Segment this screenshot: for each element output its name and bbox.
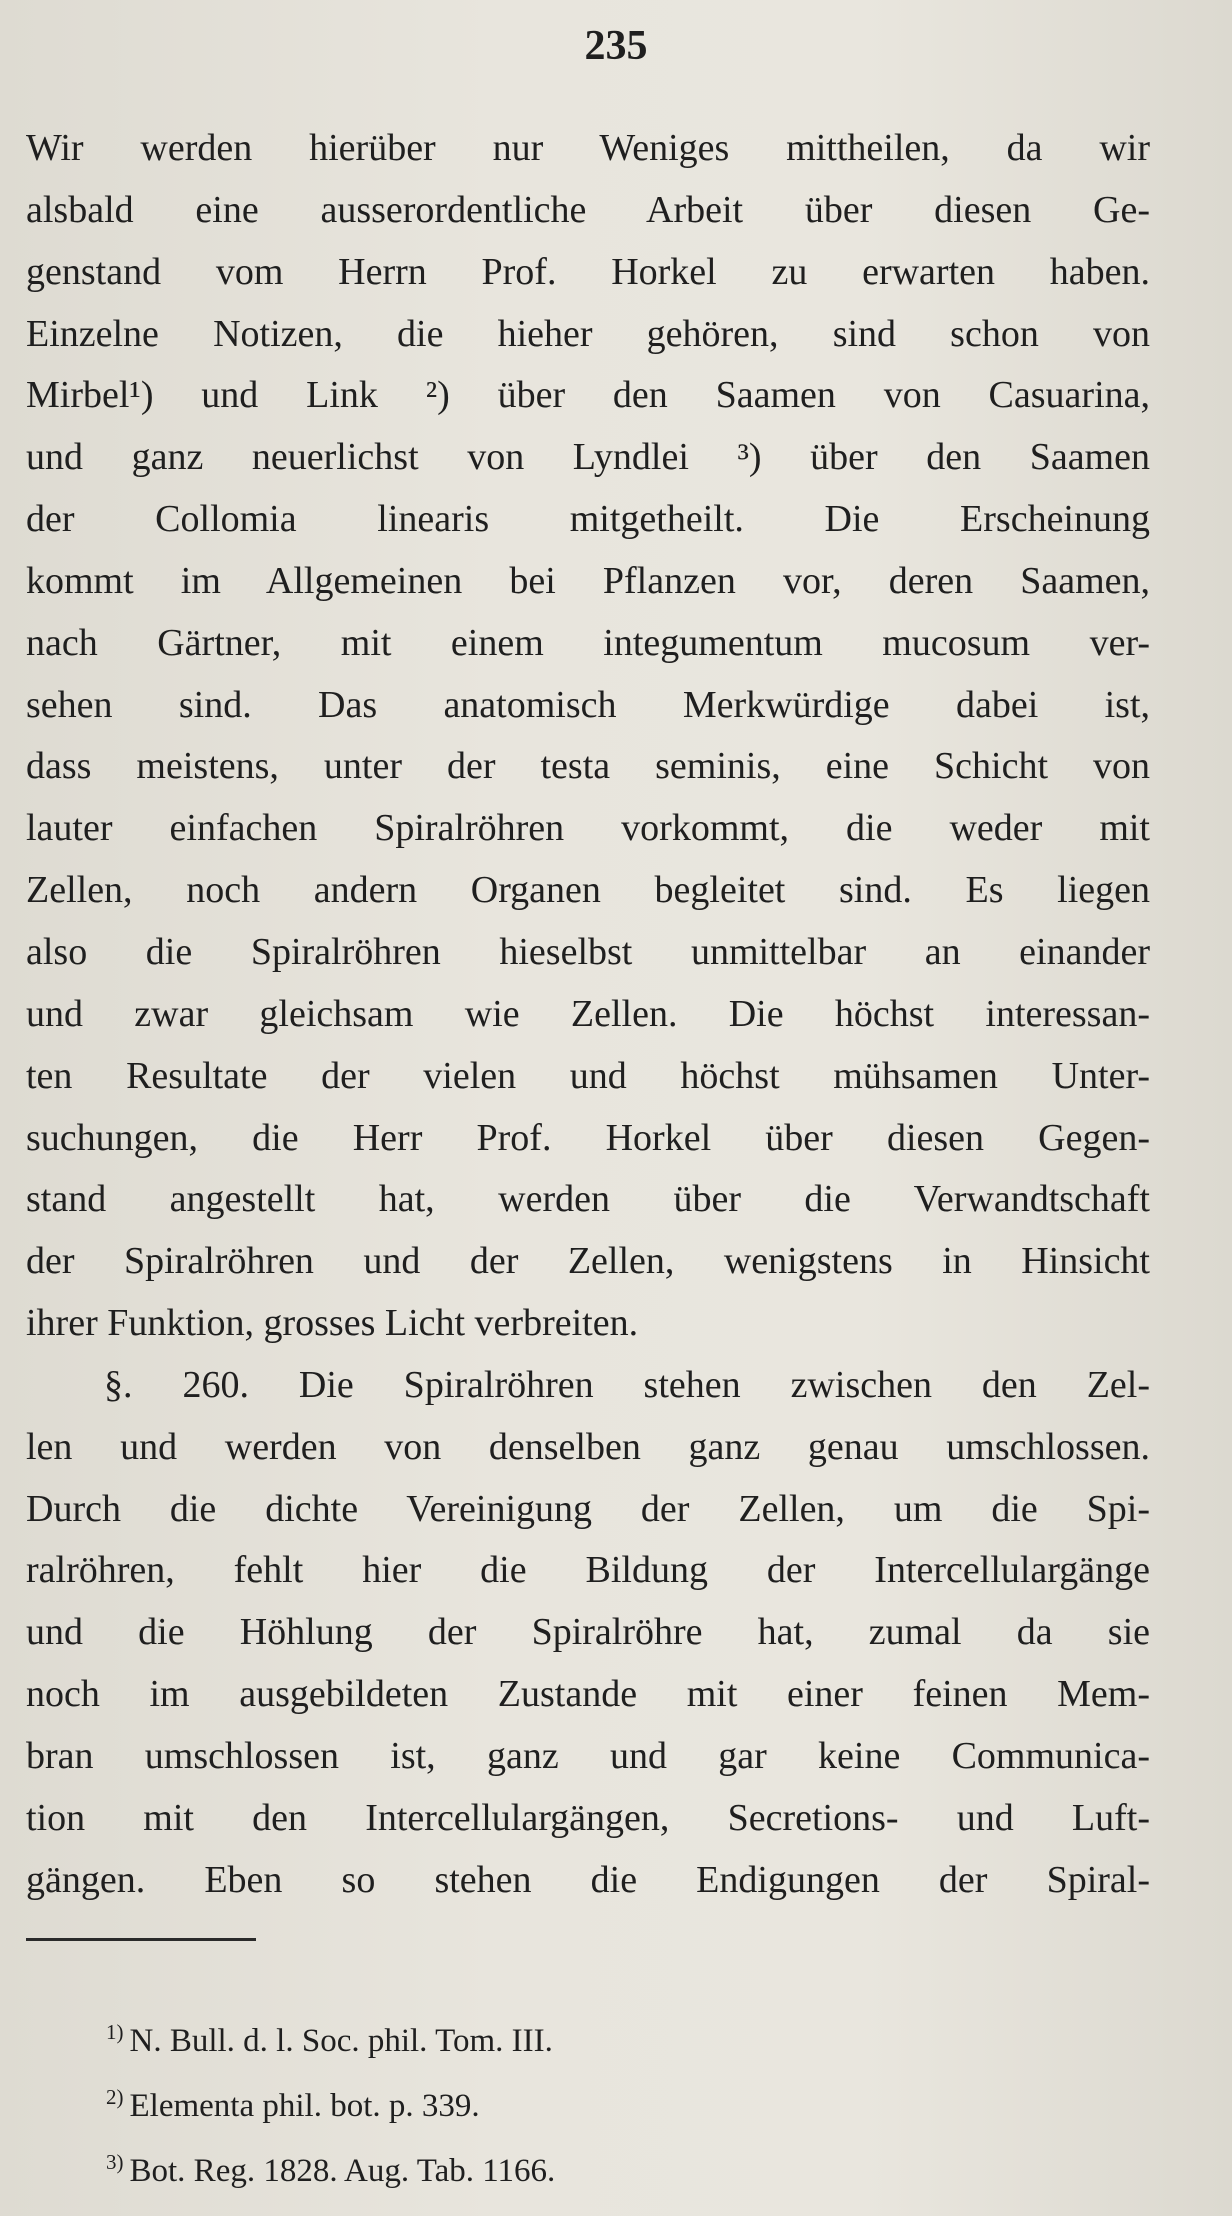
text-line: Zellen, noch andern Organen begleitet sind. Es liegen bbox=[26, 869, 1150, 912]
section-260-start-line: §. 260. Die Spiralröhren stehen zwischen den Zel- bbox=[104, 1363, 1150, 1406]
text-line: und die Höhlung der Spiralröhre hat, zumal da sie bbox=[26, 1611, 1150, 1654]
footnote-divider bbox=[26, 1938, 256, 1941]
text-line: sehen sind. Das anatomisch Merkwürdige dabei ist, bbox=[26, 683, 1150, 726]
footnote-text: N. Bull. d. l. Soc. phil. Tom. III. bbox=[129, 2023, 553, 2059]
body-text bbox=[26, 118, 1150, 1911]
text-line: und zwar gleichsam wie Zellen. Die höchst interessan- bbox=[26, 992, 1150, 1035]
text-line: ralröhren, fehlt hier die Bildung der Intercellulargänge bbox=[26, 1549, 1150, 1592]
footnotes bbox=[106, 2004, 555, 2199]
text-line: dass meistens, unter der testa seminis, eine Schicht von bbox=[26, 745, 1150, 788]
text-line: Einzelne Notizen, die hieher gehören, sind schon von bbox=[26, 312, 1150, 355]
page-number: 235 bbox=[584, 23, 648, 69]
text-line: noch im ausgebildeten Zustande mit einer feinen Mem- bbox=[26, 1673, 1150, 1716]
text-line: Durch die dichte Vereinigung der Zellen, um die Spi- bbox=[26, 1487, 1150, 1530]
text-line: der Collomia linearis mitgetheilt. Die Erscheinung bbox=[26, 498, 1150, 541]
footnote-text: Elementa phil. bot. p. 339. bbox=[129, 2088, 480, 2124]
footnote-1 bbox=[106, 2004, 555, 2069]
text-line: und ganz neuerlichst von Lyndlei ³) über den Saamen bbox=[26, 436, 1150, 479]
text-line: bran umschlossen ist, ganz und gar keine Communica- bbox=[26, 1734, 1150, 1777]
footnote-2 bbox=[106, 2069, 555, 2134]
footnote-text: Bot. Reg. 1828. Aug. Tab. 1166. bbox=[129, 2153, 556, 2189]
text-line: Wir werden hierüber nur Weniges mittheilen, da wir bbox=[26, 127, 1150, 169]
text-line: lauter einfachen Spiralröhren vorkommt, die weder mit bbox=[26, 807, 1150, 850]
text-line: also die Spiralröhren hieselbst unmittelbar an einander bbox=[26, 930, 1150, 973]
footnote-3 bbox=[106, 2134, 555, 2199]
text-line: ten Resultate der vielen und höchst mühsamen Unter- bbox=[26, 1054, 1150, 1097]
footnote-mark: 2) bbox=[106, 2085, 124, 2109]
text-line: len und werden von denselben ganz genau umschlossen. bbox=[26, 1425, 1150, 1468]
paragraph-end-line: ihrer Funktion, grosses Licht verbreiten. bbox=[26, 1302, 639, 1345]
text-line: tion mit den Intercellulargängen, Secretions- und Luft- bbox=[26, 1796, 1150, 1839]
text-line: alsbald eine ausserordentliche Arbeit über diesen Ge- bbox=[26, 188, 1150, 231]
text-line: kommt im Allgemeinen bei Pflanzen vor, deren Saamen, bbox=[26, 559, 1150, 602]
text-line: der Spiralröhren und der Zellen, wenigstens in Hinsicht bbox=[26, 1240, 1150, 1283]
text-line: suchungen, die Herr Prof. Horkel über diesen Gegen- bbox=[26, 1116, 1150, 1159]
text-line: gängen. Eben so stehen die Endigungen der Spiral- bbox=[26, 1858, 1150, 1901]
footnote-mark: 3) bbox=[106, 2150, 124, 2174]
text-line: stand angestellt hat, werden über die Verwandtschaft bbox=[26, 1178, 1150, 1221]
text-line: nach Gärtner, mit einem integumentum mucosum ver- bbox=[26, 621, 1150, 664]
text-line: Mirbel¹) und Link ²) über den Saamen von Casuarina, bbox=[26, 374, 1150, 417]
text-line: genstand vom Herrn Prof. Horkel zu erwarten haben. bbox=[26, 250, 1150, 293]
footnote-mark: 1) bbox=[106, 2020, 124, 2044]
